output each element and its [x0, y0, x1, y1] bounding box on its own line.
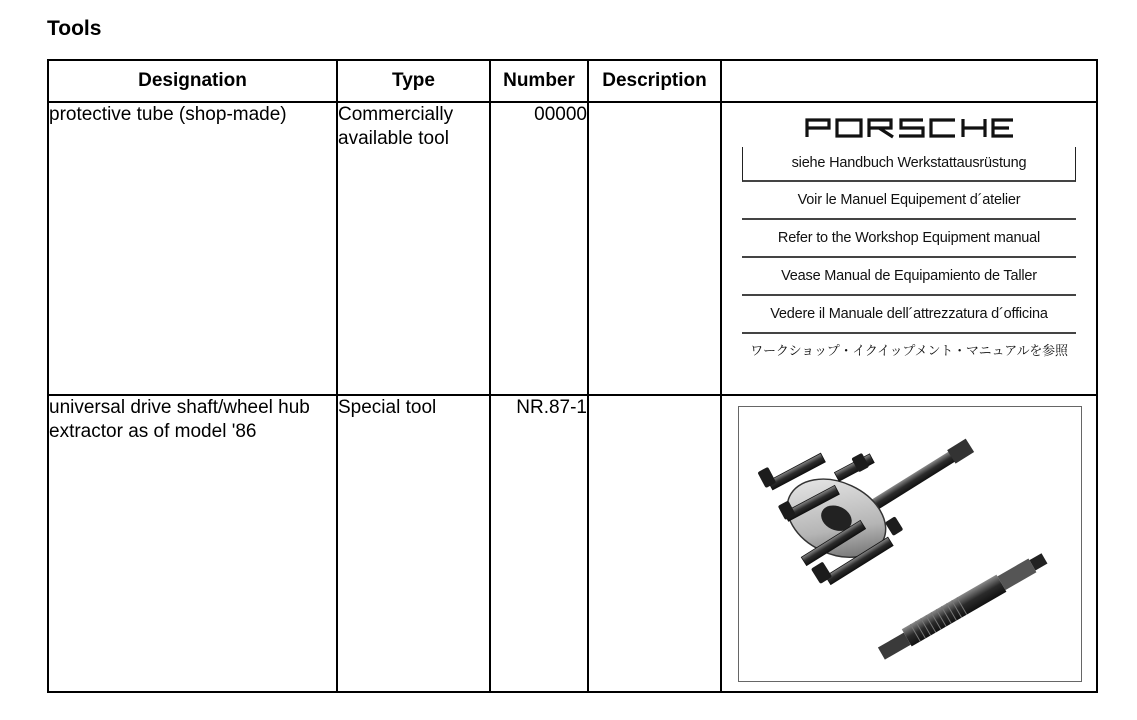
reference-line-japanese: ワークショップ・イクイップメント・マニュアルを参照 — [750, 344, 1068, 359]
workshop-reference-lines — [742, 147, 1076, 370]
cell-image — [721, 395, 1097, 692]
page-title: Tools — [47, 17, 102, 40]
cell-description — [588, 395, 721, 692]
cell-description — [588, 102, 721, 395]
cell-number: 00000 — [490, 102, 588, 395]
header-designation: Designation — [48, 60, 337, 102]
header-image — [721, 60, 1097, 102]
porsche-logo — [722, 117, 1096, 139]
cell-image — [721, 102, 1097, 395]
reference-line-german: siehe Handbuch Werkstattausrüstung — [742, 147, 1076, 182]
workshop-reference-panel — [722, 103, 1096, 394]
table-header-row — [48, 60, 1097, 102]
header-description: Description — [588, 60, 721, 102]
reference-line-english: Refer to the Workshop Equipment manual — [742, 220, 1076, 258]
table-row — [48, 102, 1097, 395]
extractor-tool-icon — [739, 407, 1081, 681]
reference-line-french: Voir le Manuel Equipement d´atelier — [742, 182, 1076, 220]
cell-type: Special tool — [337, 395, 490, 692]
cell-number: NR.87-1 — [490, 395, 588, 692]
cell-designation: protective tube (shop-made) — [48, 102, 337, 395]
tools-table — [47, 59, 1098, 693]
header-number: Number — [490, 60, 588, 102]
reference-line-spanish: Vease Manual de Equipamiento de Taller — [742, 258, 1076, 296]
cell-type: Commercially available tool — [337, 102, 490, 395]
reference-line-italian: Vedere il Manuale dell´attrezzatura d´officina — [742, 296, 1076, 334]
cell-designation: universal drive shaft/wheel hub extractor as of model '86 — [48, 395, 337, 692]
header-type: Type — [337, 60, 490, 102]
porsche-logo-icon — [803, 117, 1015, 139]
extractor-tool-photo — [738, 406, 1082, 682]
table-row — [48, 395, 1097, 692]
